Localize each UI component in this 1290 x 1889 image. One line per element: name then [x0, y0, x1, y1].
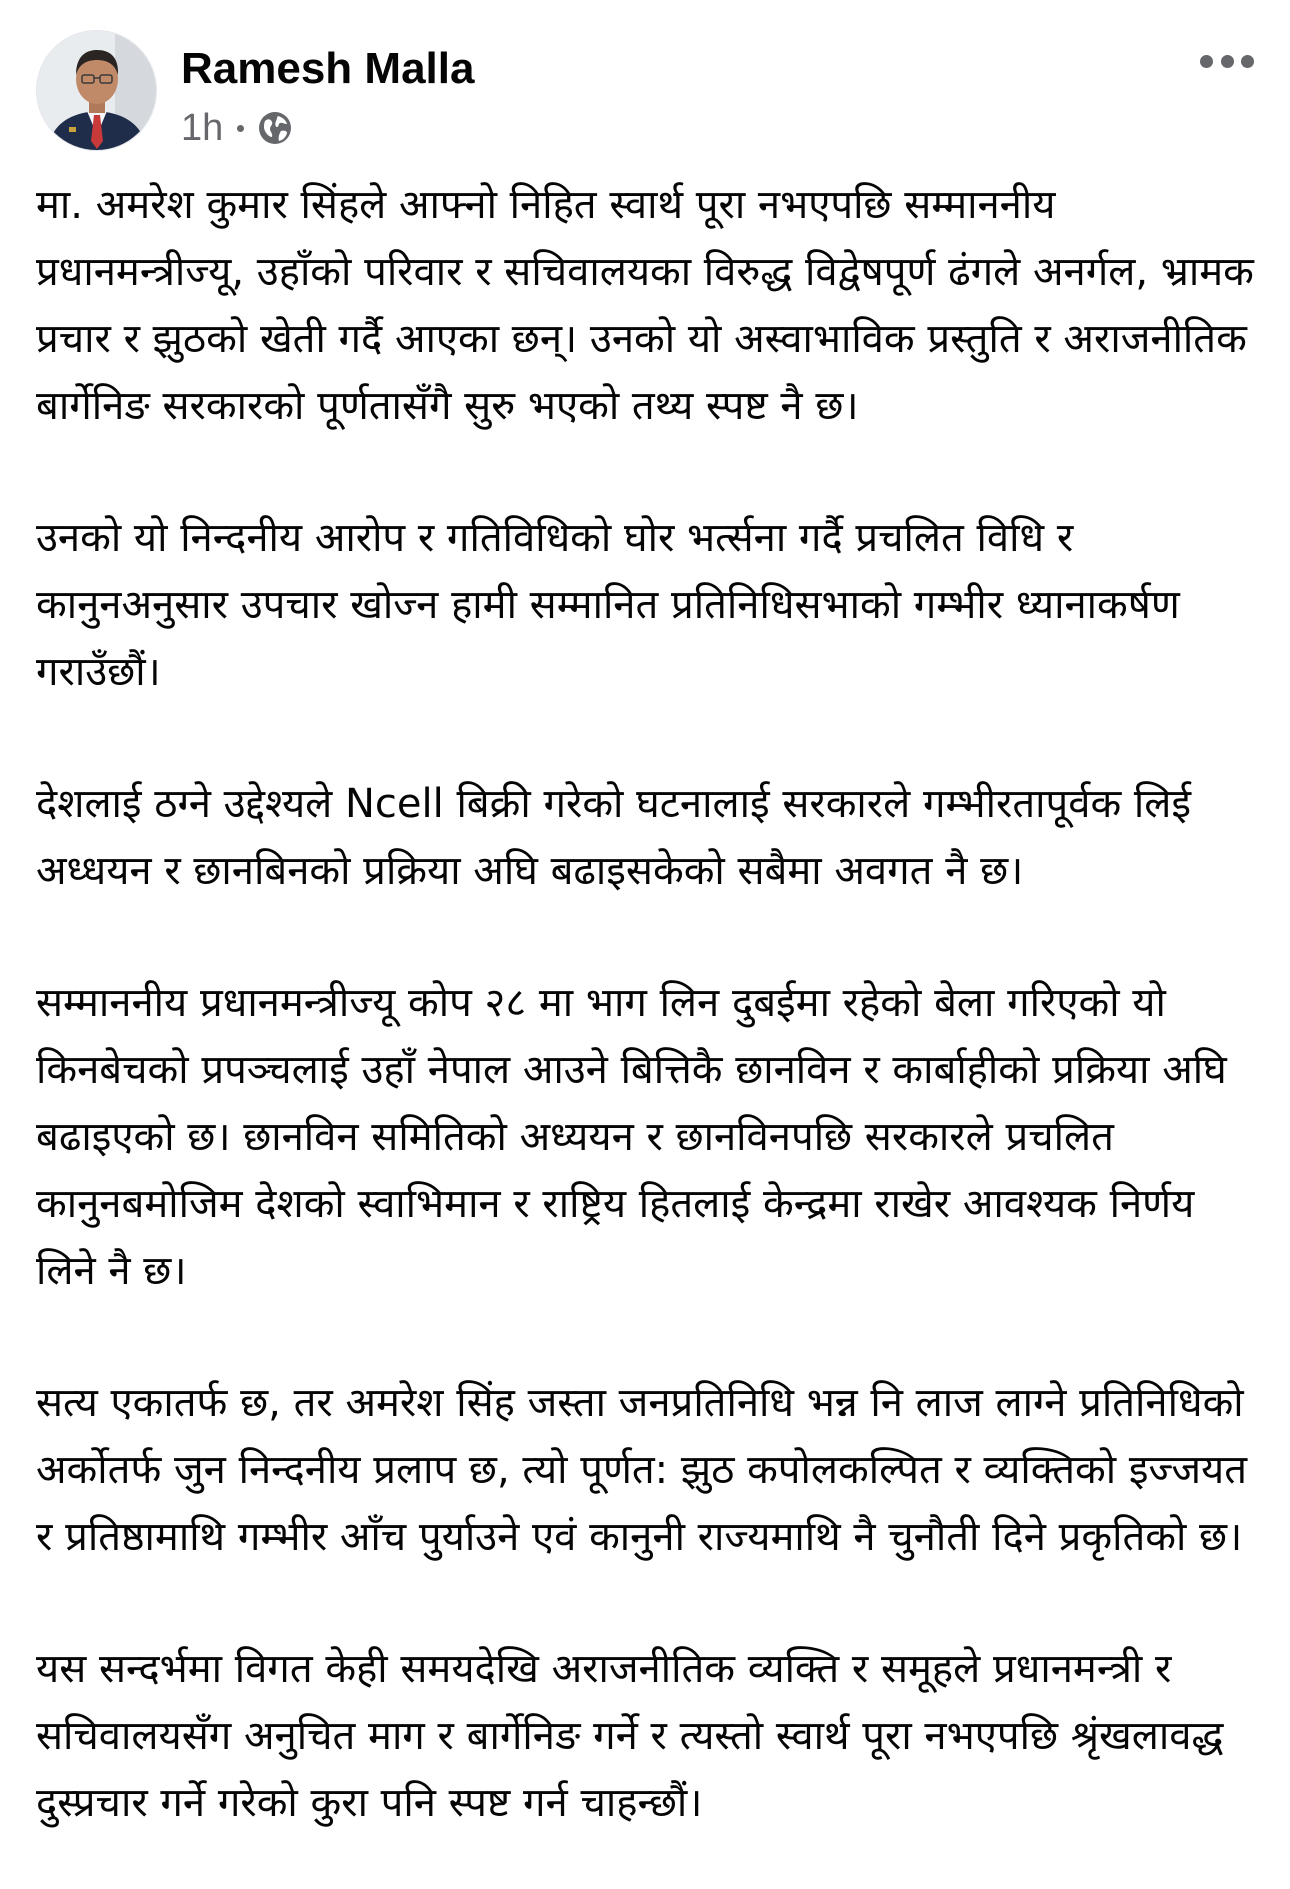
more-horizontal-icon: [1221, 55, 1234, 68]
profile-photo-icon: [37, 31, 157, 151]
author-avatar[interactable]: [36, 30, 157, 151]
post-meta: [181, 106, 293, 150]
post-paragraph: उनको यो निन्दनीय आरोप र गतिविधिको घोर भर्त्सना गर्दै प्रचलित विधि र कानुनअनुसार उपचार खोज्न हामी सम्मानित प्रतिनिधिसभाको गम्भीर ध्यानाकर्षण गराउँछौं।: [36, 515, 1180, 695]
more-horizontal-icon: [1200, 55, 1213, 68]
post-header: [36, 30, 1254, 155]
more-horizontal-icon: [1241, 55, 1254, 68]
post-paragraph: देशलाई ठग्ने उद्देश्यले Ncell बिक्री गरेको घटनालाई सरकारले गम्भीरतापूर्वक लिई अध्धयन र छानबिनको प्रक्रिया अघि बढाइसकेको सबैमा अवगत नै छ।: [36, 781, 1192, 894]
post-timestamp[interactable]: 1h: [181, 106, 224, 149]
more-options-button[interactable]: [1200, 48, 1254, 74]
author-name[interactable]: Ramesh Malla: [181, 44, 475, 93]
post-paragraph: यस सन्दर्भमा विगत केही समयदेखि अराजनीतिक व्यक्ति र समूहले प्रधानमन्त्री र सचिवालयसँग अनुचित माग र बार्गेनिङ गर्ने र त्यस्तो स्वार्थ पूरा नभएपछि श्रृंखलावद्ध दुस्प्रचार गर्ने गरेको कुरा पनि स्पष्ट गर्न चाहन्छौं।: [36, 1646, 1224, 1826]
globe-icon[interactable]: [257, 110, 293, 146]
post-text: [36, 172, 1261, 1837]
post-paragraph: सम्माननीय प्रधानमन्त्रीज्यू कोप २८ मा भाग लिन दुबईमा रहेको बेला गरिएको यो किनबेचको प्रपञ्चलाई उहाँ नेपाल आउने बित्तिकै छानविन र कार्बाहीको प्रक्रिया अघि बढाइएको छ। छानविन समितिको अध्ययन र छानविनपछि सरकारले प्रचलित कानुनबमोजिम देशको स्वाभिमान र राष्ट्रिय हितलाई केन्द्रमा राखेर आवश्यक निर्णय लिने नै छ।: [36, 980, 1227, 1294]
post-paragraph: मा. अमरेश कुमार सिंहले आफ्नो निहित स्वार्थ पूरा नभएपछि सम्माननीय प्रधानमन्त्रीज्यू, उहाँको परिवार र सचिवालयका विरुद्ध विद्वेषपूर्ण ढंगले अनर्गल, भ्रामक प्रचार र झुठको खेती गर्दै आएका छन्। उनको यो अस्वाभाविक प्रस्तुति र अराजनीतिक बार्गेनिङ सरकारको पूर्णतासँगै सुरु भएको तथ्य स्पष्ट नै छ।: [36, 182, 1254, 429]
separator-dot: [237, 125, 244, 132]
post-paragraph: सत्य एकातर्फ छ, तर अमरेश सिंह जस्ता जनप्रतिनिधि भन्न नि लाज लाग्ने प्रतिनिधिको अर्कोतर्फ जुन निन्दनीय प्रलाप छ, त्यो पूर्णत: झुठ कपोलकल्पित र व्यक्तिको इज्जयत र प्रतिष्ठामाथि गम्भीर आँच पुर्याउने एवं कानुनी राज्यमाथि नै चुनौती दिने प्रकृतिको छ।: [36, 1380, 1248, 1560]
